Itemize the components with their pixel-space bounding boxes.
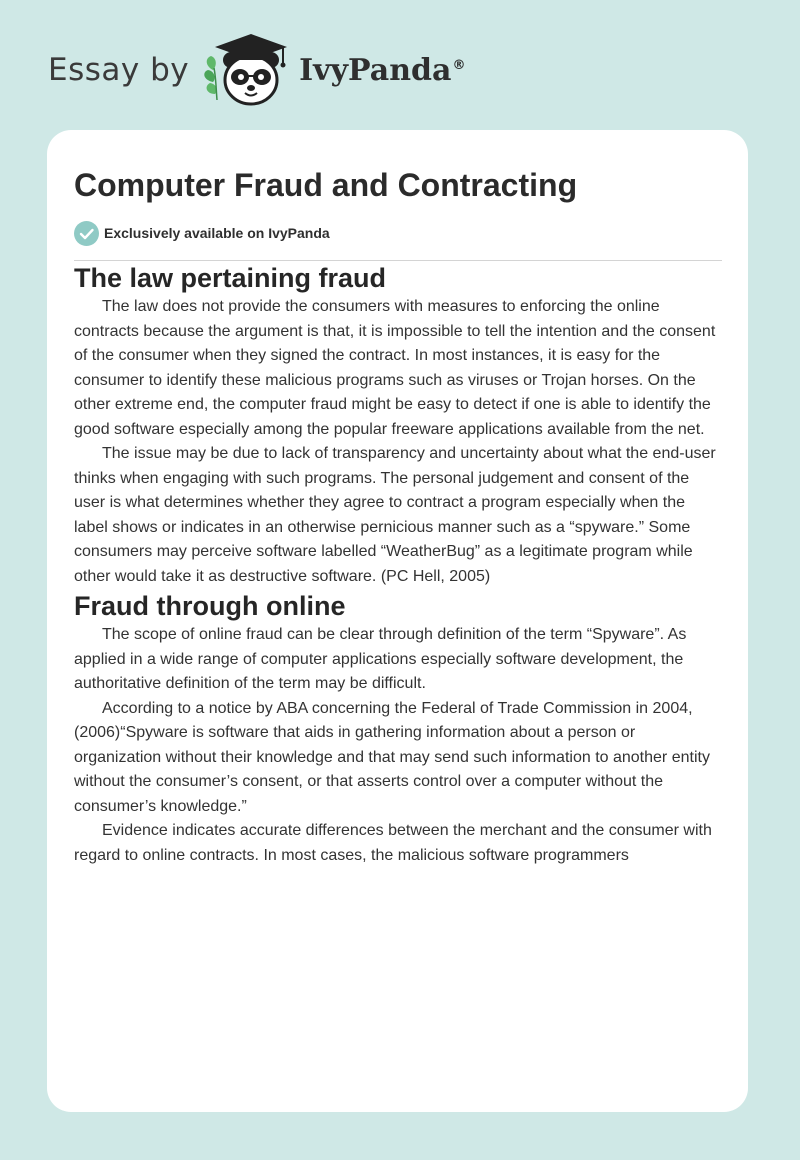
section-heading: Fraud through online [74, 591, 346, 621]
essay-title: Computer Fraud and Contracting [74, 167, 578, 203]
section-heading: The law pertaining fraud [74, 263, 387, 293]
check-circle-icon [74, 221, 99, 246]
site-brand[interactable] [48, 30, 465, 110]
paragraph: The issue may be due to lack of transparency and uncertainty about what the end-user thinks when engaging with such programs. The personal judgement and consent of the user is what determines whether they agree to contract a program especially when the label shows or indicates in an otherwise pernicious manner such as a “spyware.” Some consumers may perceive software labelled “WeatherBug” as a legitimate program while other would take it as destructive software. (PC Hell, 2005) [74, 445, 716, 585]
exclusive-label: Exclusively available on IvyPanda [104, 225, 330, 241]
brand-name: IvyPanda® [299, 52, 466, 88]
paragraph: According to a notice by ABA concerning the Federal of Trade Commission in 2004, (2006)“Spyware is software that aids in gathering information about a person or organization without their knowledge and that may send such information to another entity without the consumer’s consent, or that asserts control over a computer without the consumer’s knowledge.” [74, 699, 710, 815]
paragraph: The scope of online fraud can be clear through definition of the term “Spyware”. As applied in a wide range of computer applications especially software development, the authoritative definition of the term may be difficult. [74, 626, 687, 692]
brand-prefix: Essay by [48, 52, 190, 88]
essay-card [47, 130, 748, 1112]
paragraph: The law does not provide the consumers with measures to enforcing the online contracts because the argument is that, it is impossible to tell the intention and the consent of the consumer when they signed the contract. In most instances, it is easy for the consumer to identify these malicious programs such as viruses or Trojan horses. On the other extreme end, the computer fraud might be easy to detect if one is able to identify the good software especially among the popular freeware applications available from the net. [74, 298, 716, 438]
exclusive-badge [74, 220, 722, 246]
panda-logo-icon [203, 30, 295, 110]
paragraph: Evidence indicates accurate differences between the merchant and the consumer with regard to online contracts. In most cases, the malicious software programmers [74, 822, 712, 864]
